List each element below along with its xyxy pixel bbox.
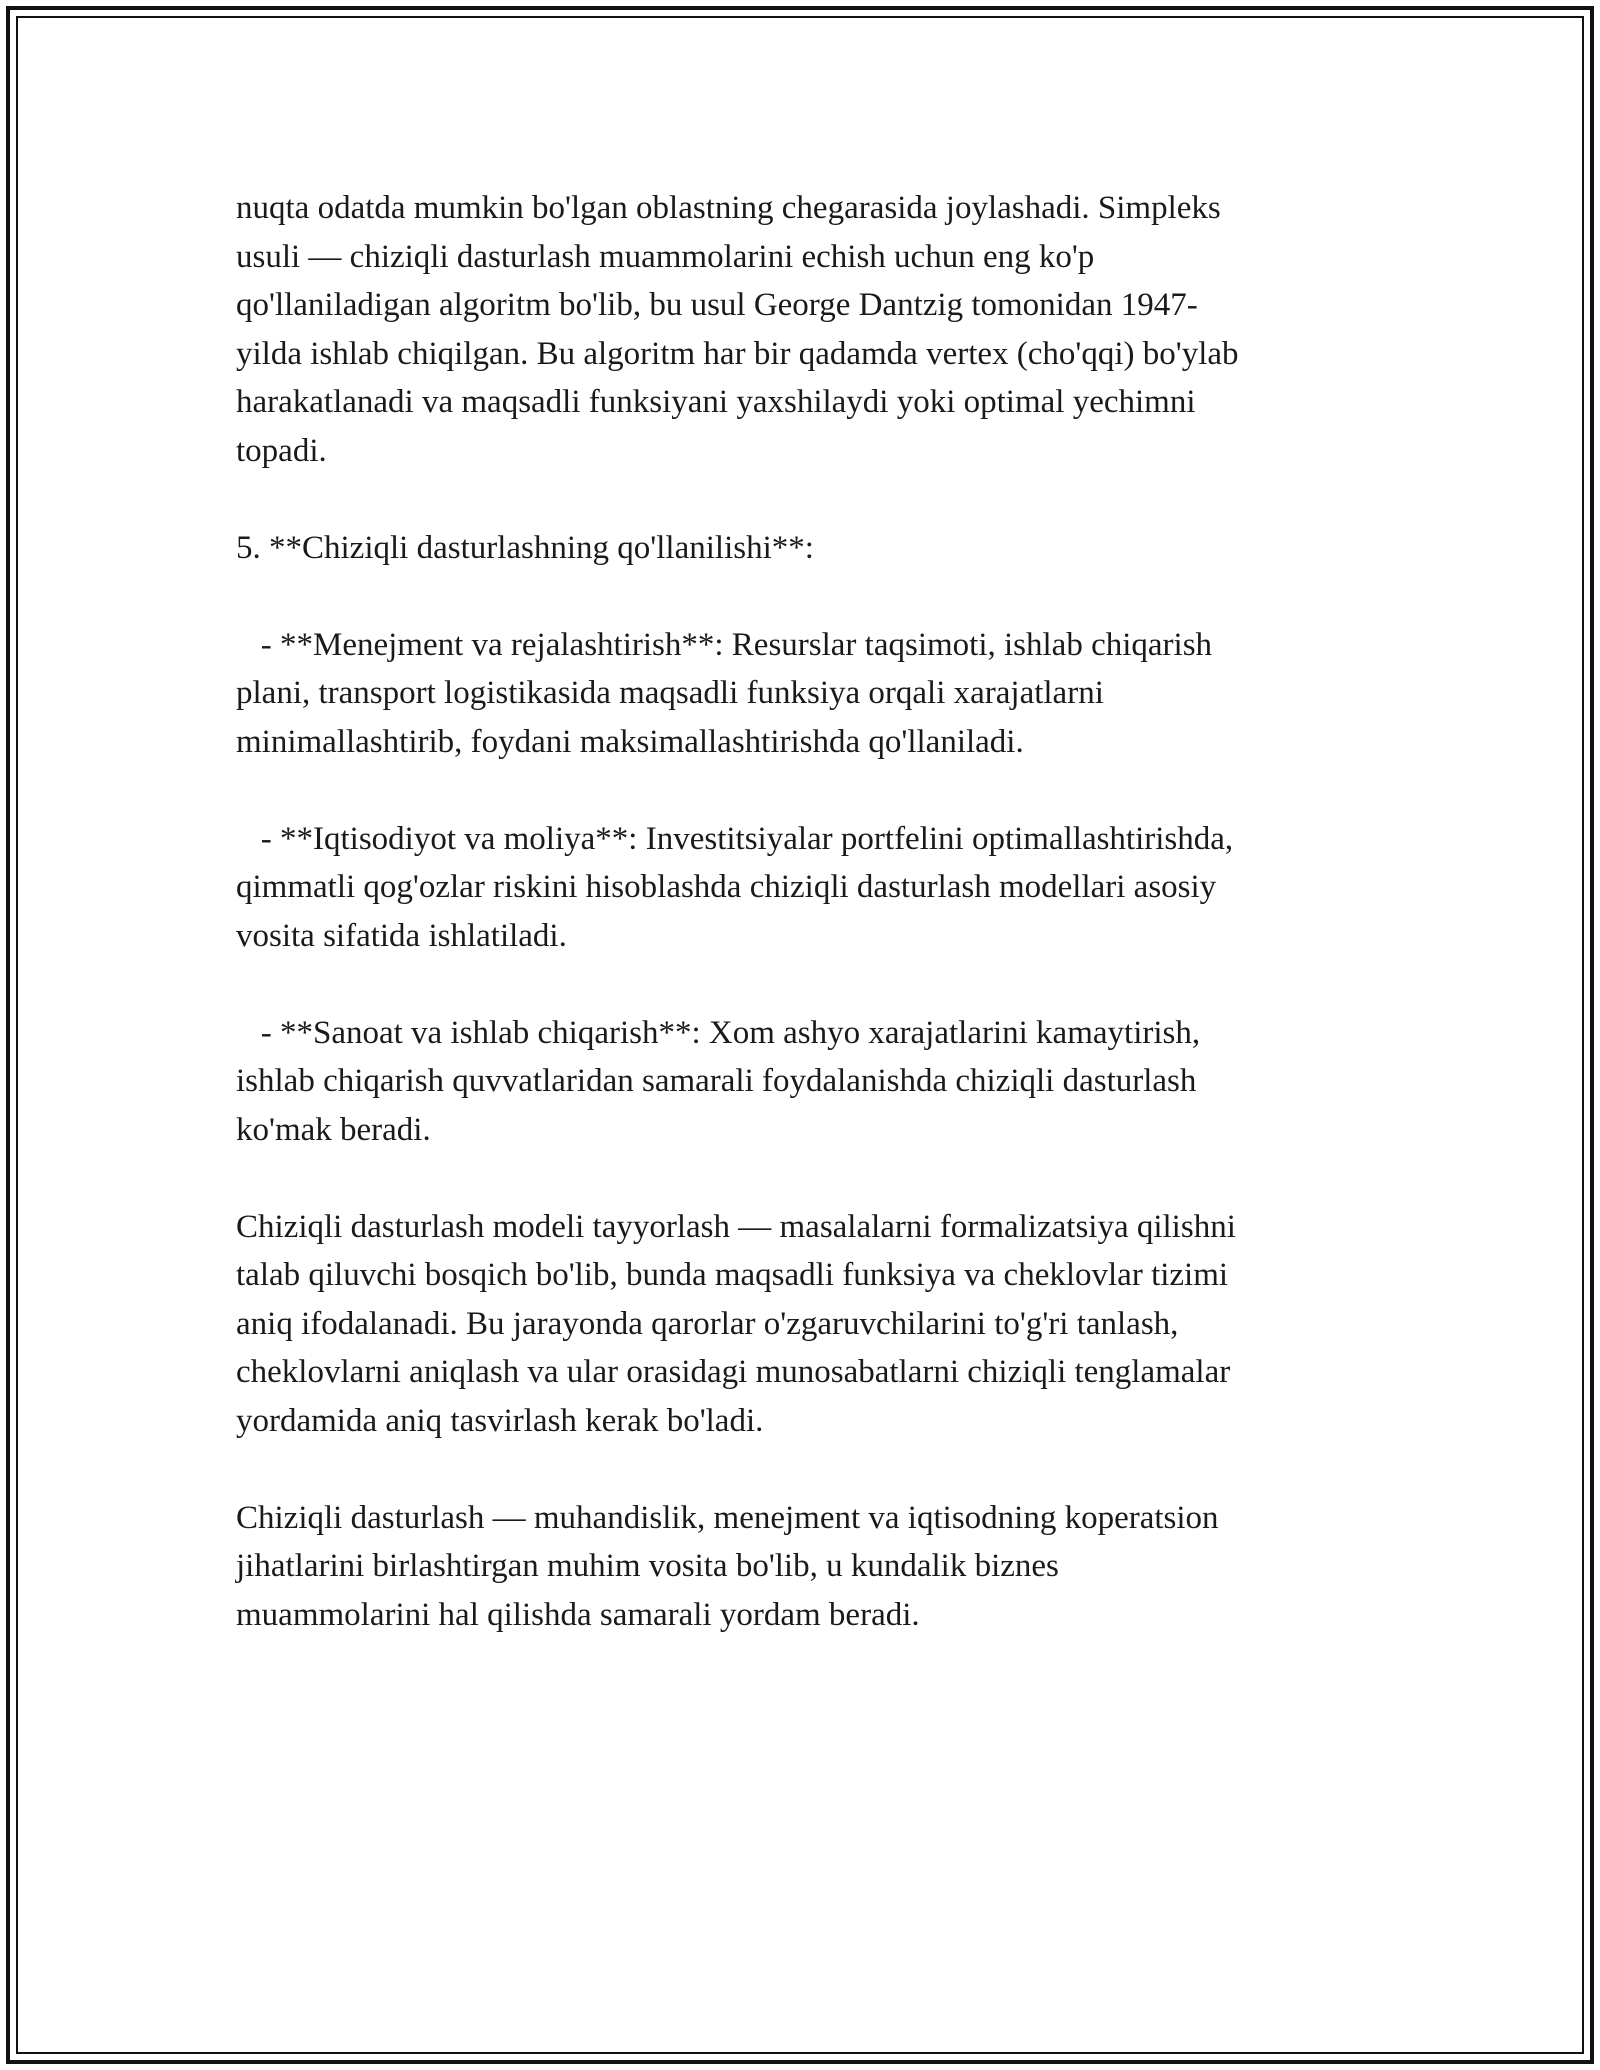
list-item-line: vosita sifatida ishlatiladi. <box>236 917 567 954</box>
section-heading: 5. **Chiziqli dasturlashning qo'llanilishi**: <box>236 529 814 566</box>
text-line: yordamida aniq tasvirlash kerak bo'ladi. <box>236 1402 764 1439</box>
text-line: aniq ifodalanadi. Bu jarayonda qarorlar o'zgaruvchilarini to'g'ri tanlash, <box>236 1305 1179 1342</box>
text-line: talab qiluvchi bosqich bo'lib, bunda maqsadli funksiya va cheklovlar tizimi <box>236 1257 1229 1293</box>
text-line: nuqta odatda mumkin bo'lgan oblastning chegarasida joylashadi. Simpleks <box>236 190 1221 226</box>
paragraph-gap <box>236 572 1356 621</box>
text-line: cheklovlarni aniqlash va ular orasidagi munosabatlarni chiziqli tenglamalar <box>236 1354 1231 1390</box>
text-line: Chiziqli dasturlash — muhandislik, menejment va iqtisodning koperatsion <box>236 1499 1219 1536</box>
text-line: yilda ishlab chiqilgan. Bu algoritm har bir qadamda vertex (cho'qqi) bo'ylab <box>236 335 1239 372</box>
text-line: muammolarini hal qilishda samarali yordam beradi. <box>236 1596 920 1633</box>
text-line: usuli — chiziqli dasturlash muammolarini echish uchun eng ko'p <box>236 238 1095 275</box>
list-item-line: ko'mak beradi. <box>236 1111 431 1148</box>
text-line: topadi. <box>236 432 327 469</box>
list-item-line: ishlab chiqarish quvvatlaridan samarali foydalanishda chiziqli dasturlash <box>236 1063 1197 1099</box>
text-line: Chiziqli dasturlash modeli tayyorlash — masalalarni formalizatsiya qilishni <box>236 1208 1236 1245</box>
list-item-line: - **Iqtisodiyot va moliya**: Investitsiyalar portfelini optimallashtirishda, <box>236 820 1234 857</box>
text-line: qo'llaniladigan algoritm bo'lib, bu usul George Dantzig tomonidan 1947- <box>236 287 1198 323</box>
list-item-line: qimmatli qog'ozlar riskini hisoblashda chiziqli dasturlash modellari asosiy <box>236 869 1217 905</box>
paragraph-gap <box>236 475 1356 524</box>
list-item-line: plani, transport logistikasida maqsadli funksiya orqali xarajatlarni <box>236 675 1104 711</box>
paragraph-gap <box>236 766 1356 815</box>
paragraph-gap <box>236 960 1356 1009</box>
list-item-line: - **Sanoat va ishlab chiqarish**: Xom ashyo xarajatlarini kamaytirish, <box>236 1014 1201 1051</box>
paragraph-gap <box>236 1445 1356 1494</box>
paragraph-gap <box>236 1154 1356 1203</box>
text-line: jihatlarini birlashtirgan muhim vosita bo'lib, u kundalik biznes <box>236 1548 1059 1584</box>
list-item-line: - **Menejment va rejalashtirish**: Resurslar taqsimoti, ishlab chiqarish <box>236 626 1213 663</box>
document-body <box>236 184 1356 1639</box>
text-line: harakatlanadi va maqsadli funksiyani yaxshilaydi yoki optimal yechimni <box>236 384 1196 420</box>
list-item-line: minimallashtirib, foydani maksimallashtirishda qo'llaniladi. <box>236 723 1024 760</box>
